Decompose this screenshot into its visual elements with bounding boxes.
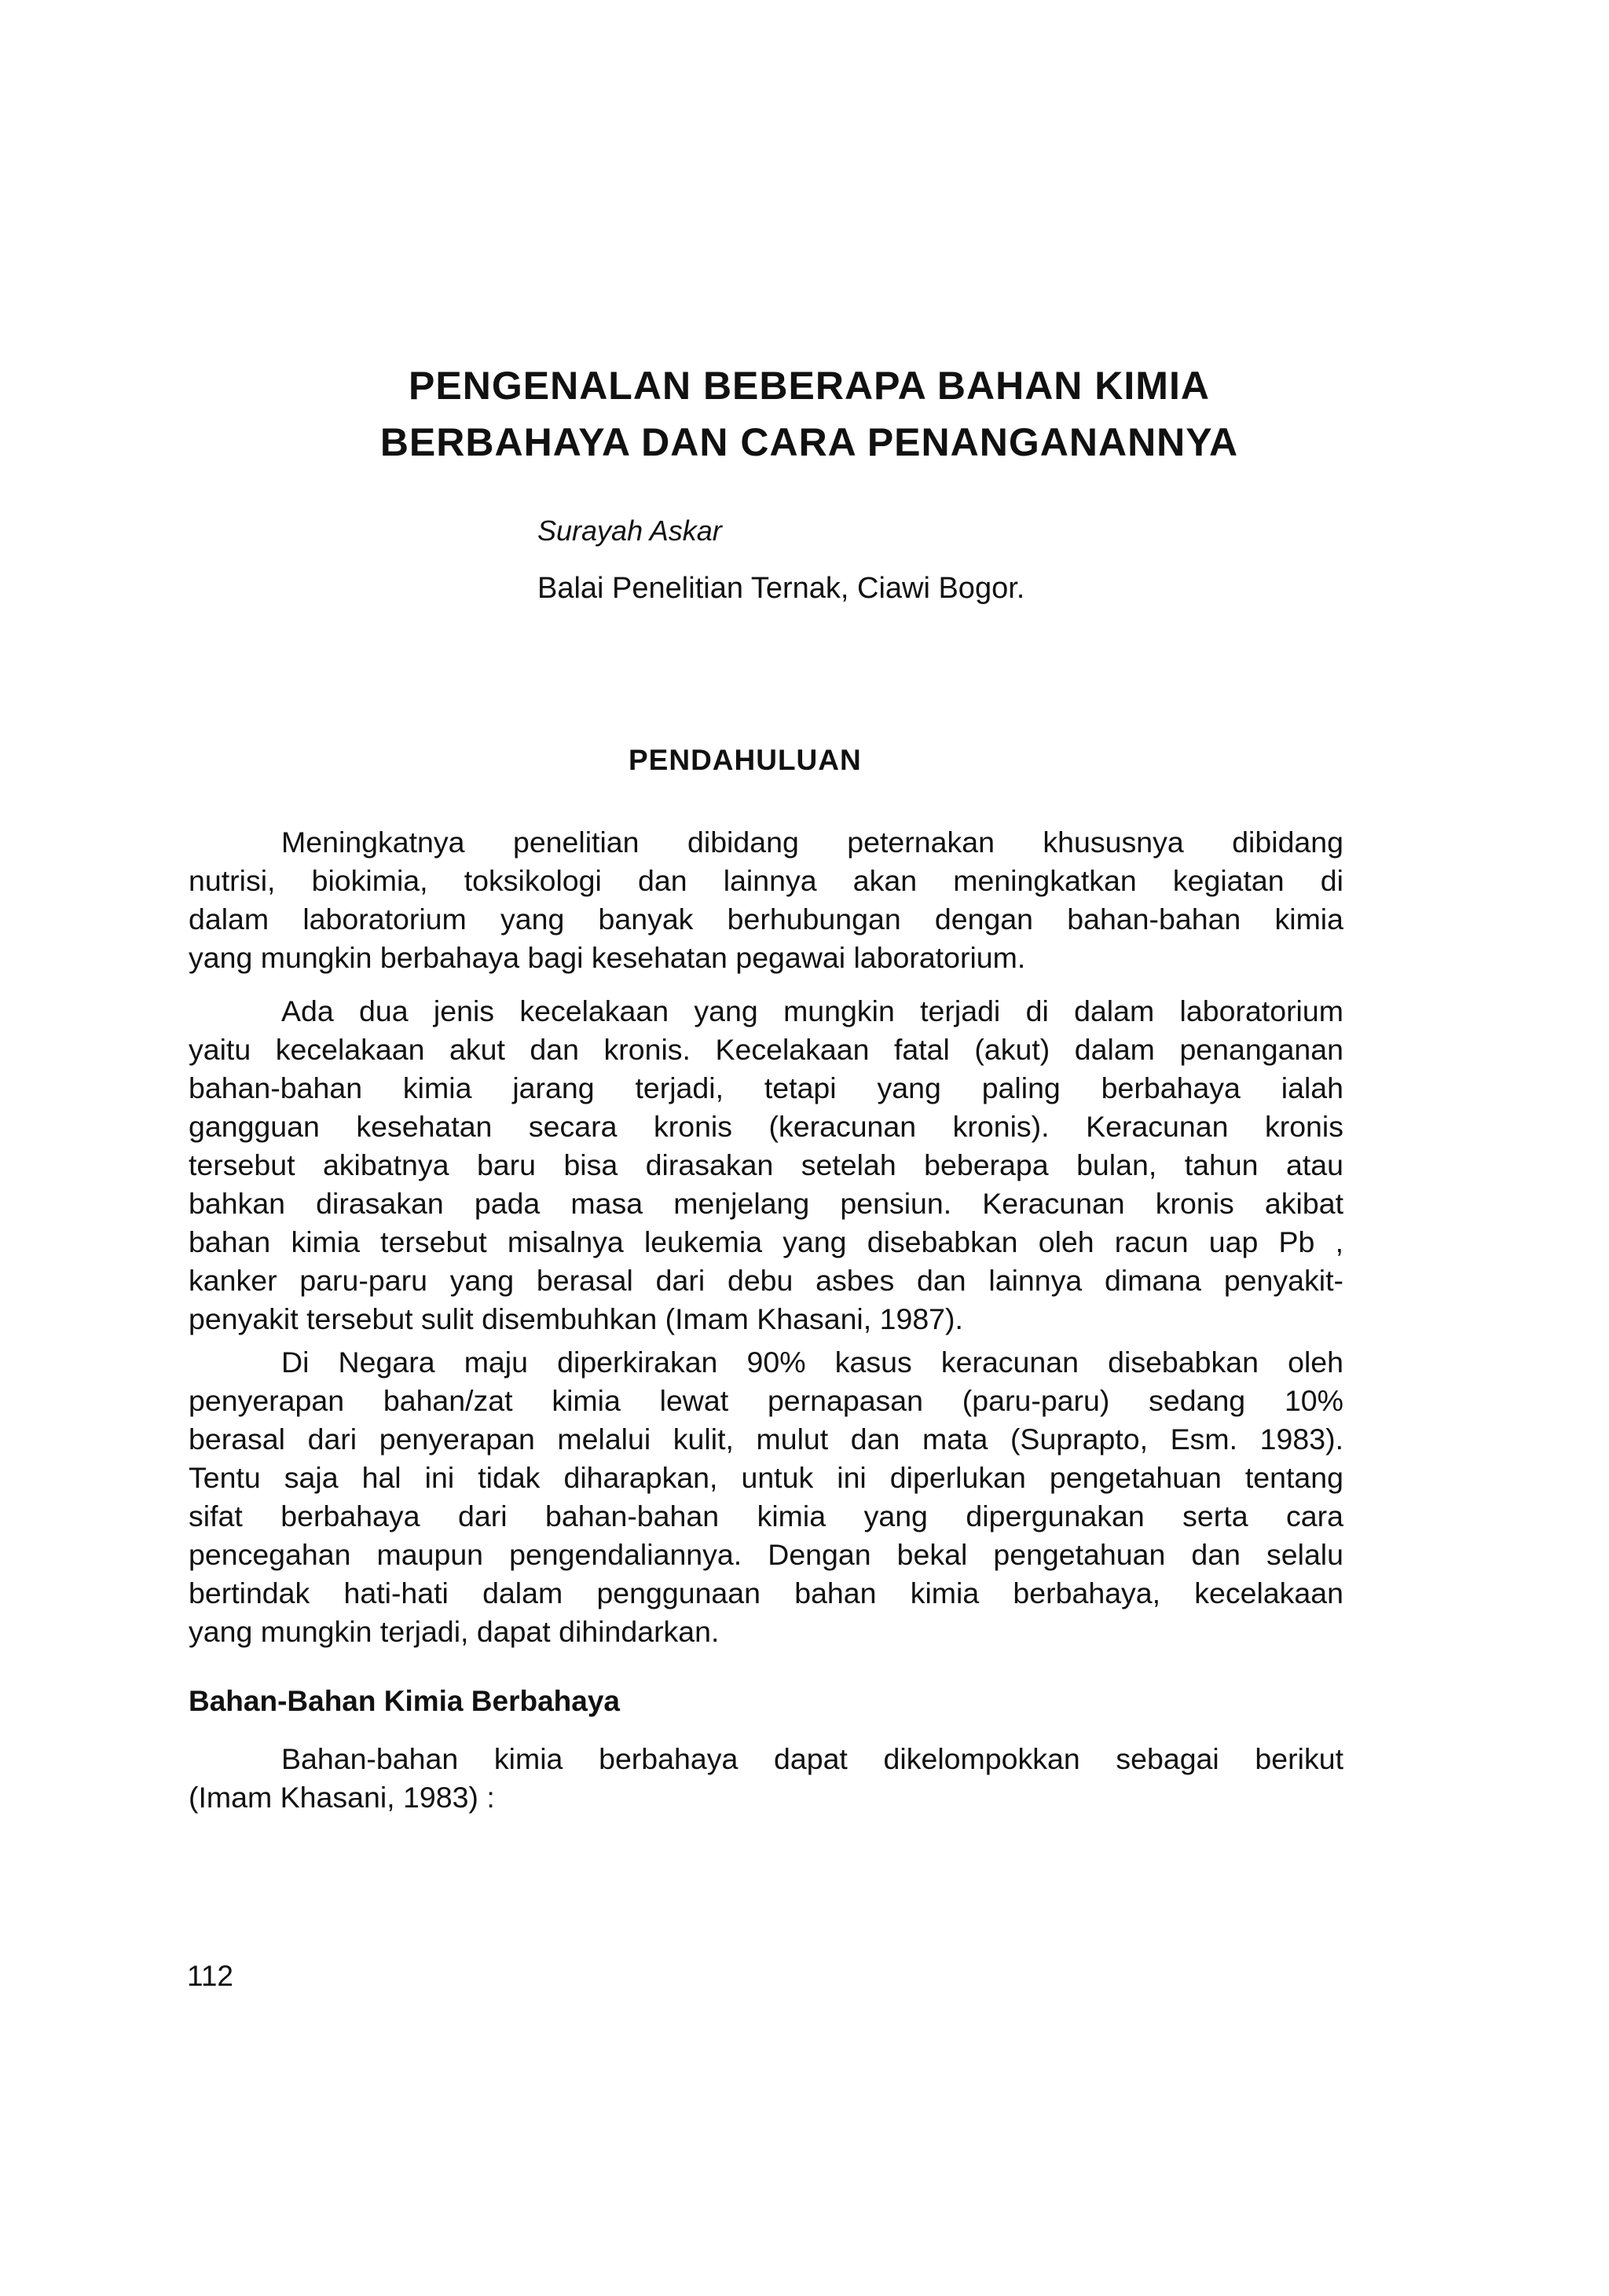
paragraph-line: yang mungkin terjadi, dapat dihindarkan. <box>189 1615 720 1648</box>
paragraph-line: penyakit tersebut sulit disembuhkan (Imam Khasani, 1987). <box>189 1302 963 1335</box>
paragraph-line: Meningkatnya penelitian dibidang peternakan khususnya dibidang <box>281 826 1343 859</box>
paragraph-line: tersebut akibatnya baru bisa dirasakan setelah beberapa bulan, tahun atau <box>189 1148 1343 1181</box>
title-line-2: BERBAHAYA DAN CARA PENANGANANNYA <box>379 420 1239 464</box>
paragraph-line: bahan kimia tersebut misalnya leukemia yang disebabkan oleh racun uap Pb , <box>189 1225 1343 1258</box>
paragraph-2 <box>189 992 1343 1338</box>
paragraph-line: Bahan-bahan kimia berbahaya dapat dikelompokkan sebagai berikut <box>281 1742 1343 1775</box>
paragraph-line: (Imam Khasani, 1983) : <box>189 1781 495 1814</box>
title-line-1: PENGENALAN BEBERAPA BAHAN KIMIA <box>409 364 1210 408</box>
paragraph-line: bahan-bahan kimia jarang terjadi, tetapi yang paling berbahaya ialah <box>189 1071 1343 1104</box>
paragraph-line: bahkan dirasakan pada masa menjelang pensiun. Keracunan kronis akibat <box>189 1187 1343 1220</box>
author-name: Surayah Askar <box>537 514 722 547</box>
paragraph-4 <box>189 1740 1343 1817</box>
paragraph-line: yaitu kecelakaan akut dan kronis. Kecelakaan fatal (akut) dalam penanganan <box>189 1033 1343 1066</box>
paragraph-line: dalam laboratorium yang banyak berhubungan dengan bahan-bahan kimia <box>189 903 1343 936</box>
paragraph-line: Ada dua jenis kecelakaan yang mungkin terjadi di dalam laboratorium <box>281 994 1343 1027</box>
paragraph-line: Tentu saja hal ini tidak diharapkan, untuk ini diperlukan pengetahuan tentang <box>189 1461 1343 1494</box>
section-heading: PENDAHULUAN <box>629 744 862 776</box>
subsection-heading: Bahan-Bahan Kimia Berbahaya <box>189 1685 621 1717</box>
paragraph-line: bertindak hati-hati dalam penggunaan bahan kimia berbahaya, kecelakaan <box>189 1576 1343 1609</box>
paragraph-line: Di Negara maju diperkirakan 90% kasus keracunan disebabkan oleh <box>281 1346 1343 1379</box>
paragraph-line: penyerapan bahan/zat kimia lewat pernapasan (paru-paru) sedang 10% <box>189 1384 1343 1417</box>
paragraph-line: yang mungkin berbahaya bagi kesehatan pegawai laboratorium. <box>189 941 1026 974</box>
paragraph-1 <box>189 823 1343 977</box>
document-title <box>259 357 1359 471</box>
paragraph-line: sifat berbahaya dari bahan-bahan kimia yang dipergunakan serta cara <box>189 1500 1343 1532</box>
paragraph-line: nutrisi, biokimia, toksikologi dan lainnya akan meningkatkan kegiatan di <box>189 864 1343 897</box>
paragraph-line: kanker paru-paru yang berasal dari debu asbes dan lainnya dimana penyakit- <box>189 1264 1343 1297</box>
page-number: 112 <box>187 1960 233 1992</box>
paragraph-3 <box>189 1343 1343 1651</box>
paragraph-line: berasal dari penyerapan melalui kulit, mulut dan mata (Suprapto, Esm. 1983). <box>189 1423 1343 1456</box>
author-affiliation: Balai Penelitian Ternak, Ciawi Bogor. <box>537 572 1025 605</box>
paragraph-line: gangguan kesehatan secara kronis (keracunan kronis). Keracunan kronis <box>189 1110 1343 1143</box>
paragraph-line: pencegahan maupun pengendaliannya. Dengan bekal pengetahuan dan selalu <box>189 1538 1343 1571</box>
